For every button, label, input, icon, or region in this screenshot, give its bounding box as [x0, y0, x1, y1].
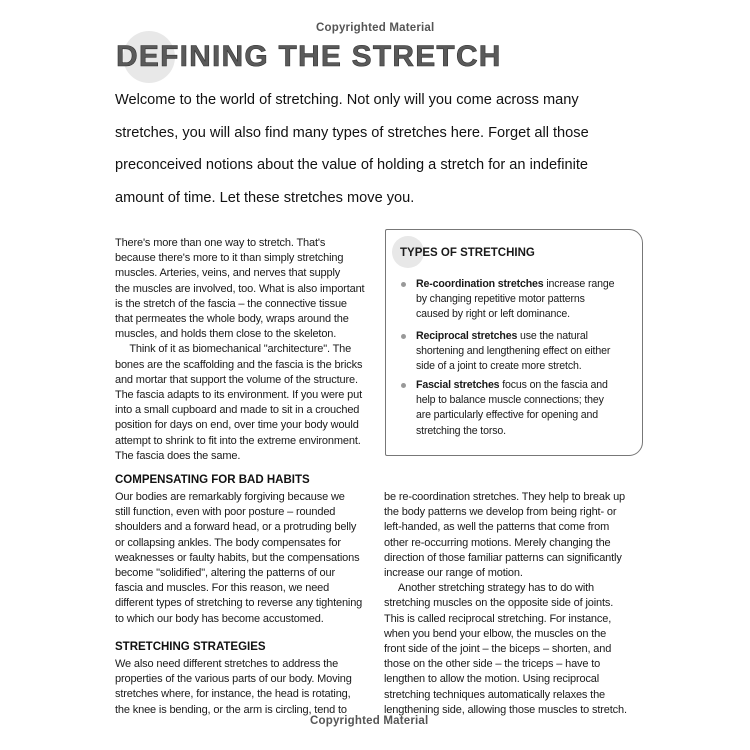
page-title: DEFINING THE STRETCH	[116, 40, 502, 73]
item-term: Fascial stretches	[416, 379, 500, 391]
copyright-watermark-top: Copyrighted Material	[316, 22, 435, 34]
right-column-paragraph: be re-coordination stretches. They help to break up the body patterns we develop from being right- or left-handed, as well the patterns that come from other re-occurring motions. Merely changing the direction of those familiar patterns can significantly increase our range of motion. Another stretching strategy has to do with stretching muscles on the opposite side of joints. This is called reciprocal stretching. For instance, when you bend your elbow, the muscles on the front side of the joint – the biceps – shorten, and those on the other side – the triceps – have to lengthen to allow the motion. Using reciprocal stretching techniques automatically relaxes the lengthening side, allowing those muscles to stretch.	[384, 491, 627, 716]
left-column-paragraph-3: We also need different stretches to address the properties of the various parts of our body. Moving stretches where, for instance, the head is rotating, the knee is bending, or the arm is circling, tend to	[115, 658, 352, 716]
intro-paragraph: Welcome to the world of stretching. Not only will you come across many stretches, you will also find many types of stretches here. Forget all those preconceived notions about the value of holding a stretch for an indefinite amount of time. Let these stretches move you.	[115, 92, 589, 206]
item-term: Reciprocal stretches	[416, 330, 518, 342]
bullet-icon	[401, 282, 406, 287]
left-column-paragraph-1: There's more than one way to stretch. That's because there's more to it than simply stretching muscles. Arteries, veins, and nerves that supply the muscles are involved, too. What is also important is the stretch of the fascia – the connective tissue that permeates the whole body, wraps around the muscles, and holds them close to the skeleton. Think of it as biomechanical "architecture". The bones are the scaffolding and the fascia is the bricks and mortar that support the volume of the structure. The fascia adapts to its environment. If you were put into a small cupboard and made to sit in a crouched position for days on end, over time your body would attempt to shrink to fit into the extreme environment. The fascia does the same.	[115, 237, 365, 462]
copyright-watermark-bottom: Copyrighted Material	[310, 715, 429, 727]
box-list-item	[416, 277, 614, 323]
box-list-item	[416, 329, 610, 375]
item-text: focus on the fascia and help to balance muscle connections; they are particularly effective for opening and stretching the torso.	[416, 379, 608, 437]
item-text: use the natural shortening and lengthening effect on either side of a joint to create more stretch.	[416, 330, 611, 373]
heading-strategies: STRETCHING STRATEGIES	[115, 641, 266, 653]
item-term: Re-coordination stretches	[416, 278, 544, 290]
item-text: increase range by changing repetitive motor patterns caused by right or left dominance.	[416, 278, 615, 321]
bullet-icon	[401, 383, 406, 388]
box-list-item	[416, 378, 608, 439]
heading-compensating: COMPENSATING FOR BAD HABITS	[115, 474, 310, 486]
bullet-icon	[401, 334, 406, 339]
left-column-paragraph-2: Our bodies are remarkably forgiving because we still function, even with poor posture – rounded shoulders and a forward head, or a protruding belly or collapsing ankles. The body compensates for weaknesses or faulty habits, but the compensations become "solidified", altering the patterns of our fascia and muscles. For this reason, we need different types of stretching to reverse any tightening to which our body has become accustomed.	[115, 491, 363, 625]
box-title: TYPES OF STRETCHING	[400, 247, 535, 259]
